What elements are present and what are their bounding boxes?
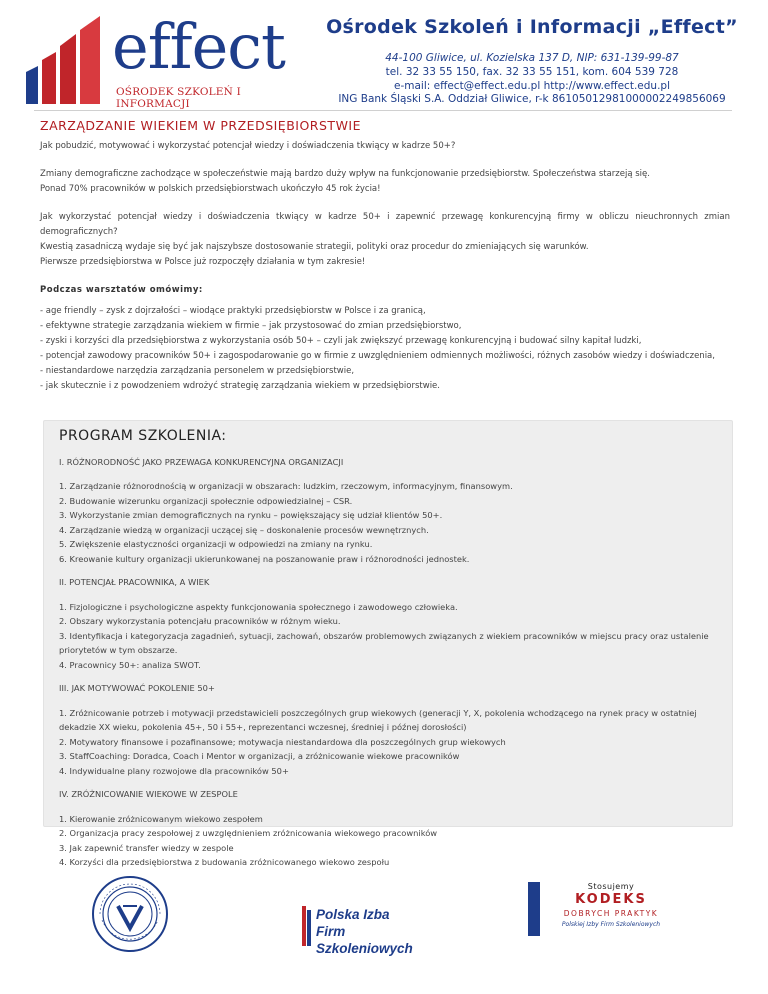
program-panel <box>43 420 733 867</box>
effect-logo <box>24 10 294 110</box>
bank-line: ING Bank Śląski S.A. Oddział Gliwice, r-k 86105012981000002249856069 <box>338 93 726 105</box>
logo-subtitle: OŚRODEK SZKOLEŃ I INFORMACJI <box>116 86 241 110</box>
paragraph-demographics <box>40 167 730 197</box>
kodeks-subtitle: DOBRYCH PRAKTYK <box>563 909 659 918</box>
pifs-logo <box>302 906 442 956</box>
list-item: 1. Zarządzanie różnorodnością w organizacji w obszarach: ludzkim, rzeczowym, informacyjnym, finansowym. <box>59 481 513 491</box>
list-item: 3. Jak zapewnić transfer wiedzy w zespole <box>59 842 234 853</box>
kodeks-side-bar <box>528 882 540 936</box>
workshops-heading: Podczas warsztatów omówimy: <box>40 285 203 295</box>
paragraph-strategy <box>40 210 730 270</box>
list-item: 4. Indywidualne plany rozwojowe dla pracowników 50+ <box>59 765 289 776</box>
letterhead <box>0 0 768 112</box>
list-item: 2. Organizacja pracy zespołowej z uwzględnieniem zróżnicowania wiekowego pracowników <box>59 828 438 838</box>
list-item: 1. Fizjologiczne i psychologiczne aspekty funkcjonowania społecznego i zawodowego człowieka. <box>59 601 458 612</box>
address-line: 44-100 Gliwice, ul. Kozielska 137 D, NIP: 631-139-99-87 <box>385 52 679 64</box>
paragraph-line: Zmiany demograficzne zachodzące w społeczeństwie mają bardzo duży wpływ na funkcjonowanie przedsiębiorstw. Społeczeństwa starzeją się. <box>40 169 650 179</box>
contact-line[interactable]: e-mail: effect@effect.edu.pl http://www.effect.edu.pl <box>394 80 670 92</box>
pifs-line: Firm Szkoleniowych <box>316 924 413 956</box>
bar-chart-icon <box>24 14 104 106</box>
list-item: 4. Pracownicy 50+: analiza SWOT. <box>59 659 201 670</box>
list-item: - niestandardowe narzędzia zarządzania personelem w przedsiębiorstwie, <box>40 366 355 376</box>
intro-question: Jak pobudzić, motywować i wykorzystać potencjał wiedzy i doświadczenia tkwiący w kadrze 50+? <box>40 141 456 151</box>
logo-wordmark: effect <box>112 10 285 83</box>
page-title: ZARZĄDZANIE WIEKIEM W PRZEDSIĘBIORSTWIE <box>40 118 362 133</box>
list-item: 1. Zróżnicowanie potrzeb i motywacji przedstawicieli poszczególnych grup wiekowych (generacji Y, X, pokolenia wchodzącego na rynek pracy w ostatniej dekadzie XX wieku, pokolenia 45+, 50 i 55+, reprezentanci wczesnej, średniej i późnej dorosłości) <box>59 707 697 732</box>
kodeks-top-label: Stosujemy <box>587 882 635 891</box>
section-heading: IV. ZRÓŻNICOWANIE WIEKOWE W ZESPOLE <box>59 789 238 799</box>
paragraph-line: Kwestią zasadniczą wydaje się być jak najszybsze dostosowanie strategii, polityki oraz procedur do zmieniających się warunków. <box>40 242 589 252</box>
list-item: - age friendly – zysk z dojrzałości – wiodące praktyki przedsiębiorstw w Polsce i za granicą, <box>40 306 426 316</box>
section-heading: II. POTENCJAŁ PRACOWNIKA, A WIEK <box>59 577 210 587</box>
section-heading: III. JAK MOTYWOWAĆ POKOLENIE 50+ <box>59 683 215 693</box>
paragraph-line: Ponad 70% pracowników w polskich przedsiębiorstwach ukończyło 45 rok życia! <box>40 184 381 194</box>
list-item: - potencjał zawodowy pracowników 50+ i zagospodarowanie go w firmie z uwzględnieniem odmiennych możliwości, różnych zasobów wiedzy i doświadczenia, <box>40 351 715 361</box>
pifs-line: Polska Izba <box>316 907 390 922</box>
section-items <box>59 479 717 566</box>
list-item: 3. Wykorzystanie zmian demograficznych na rynku – powiększający się udział klientów 50+. <box>59 510 443 520</box>
list-item: 2. Motywatory finansowe i pozafinansowe; motywacja niestandardowa dla poszczególnych grup wiekowych <box>59 736 506 747</box>
section-heading: I. RÓŻNORODNOŚĆ JAKO PRZEWAGA KONKURENCYJNA ORGANIZACJI <box>59 456 344 467</box>
workshop-topics-list <box>40 304 730 394</box>
list-item: 2. Obszary wykorzystania potencjału pracowników w różnym wieku. <box>59 616 341 626</box>
list-item: - zyski i korzyści dla przedsiębiorstwa z wykorzystania osób 50+ – czyli jak zwiększyć przewagę konkurencyjną i budować silny kapitał ludzki, <box>40 336 642 346</box>
list-item: 3. Identyfikacja i kategoryzacja zagadnień, sytuacji, zachowań, obszarów problemowych związanych z wiekiem pracowników w miejscu pracy oraz ustalenie priorytetów w tym obszarze. <box>59 630 709 655</box>
list-item: 1. Kierowanie zróżnicowanym wiekowo zespołem <box>59 813 263 824</box>
list-item: 6. Kreowanie kultury organizacji ukierunkowanej na poszanowanie praw i różnorodności jednostek. <box>59 553 470 564</box>
book-icon <box>302 906 312 946</box>
list-item: 4. Zarządzanie wiedzą w organizacji uczącej się – doskonalenie procesów wewnętrznych. <box>59 524 429 535</box>
section-items <box>59 600 717 673</box>
kodeks-footnote: Polskiej Izby Firm Szkoleniowych <box>561 921 661 928</box>
paragraph-line: Jak wykorzystać potencjał wiedzy i doświadczenia tkwiący w kadrze 50+ i zapewnić przewagę konkurencyjną firmy w obliczu nieuchronnych zmian demograficznych? <box>40 212 730 237</box>
kodeks-title: KODEKS <box>575 892 647 907</box>
list-item: 5. Zwiększenie elastyczności organizacji w odpowiedzi na zmiany na rynku. <box>59 539 373 549</box>
list-item: 2. Budowanie wizerunku organizacji społecznie odpowiedzialnej – CSR. <box>59 495 353 506</box>
section-items <box>59 812 717 870</box>
udt-cert-seal-icon <box>90 874 170 954</box>
intro-section <box>40 118 730 404</box>
list-item: - efektywne strategie zarządzania wiekiem w firmie – jak przystosować do zmian przedsiębiorstwo, <box>40 321 462 331</box>
partner-logos <box>0 868 768 978</box>
header-divider <box>34 110 732 111</box>
section-items <box>59 706 717 779</box>
paragraph-line: Pierwsze przedsiębiorstwa w Polsce już rozpoczęły działania w tym zakresie! <box>40 257 366 267</box>
pifs-wordmark <box>316 906 442 957</box>
kodeks-badge <box>528 882 678 936</box>
list-item: 3. StaffCoaching: Doradca, Coach i Mentor w organizacji, a zróżnicowanie wiekowe pracowników <box>59 751 460 761</box>
phone-line: tel. 32 33 55 150, fax. 32 33 55 151, kom. 604 539 728 <box>385 66 679 78</box>
organization-title: Ośrodek Szkoleń i Informacji „Effect” <box>326 16 738 38</box>
list-item: 4. Korzyści dla przedsiębiorstwa z budowania zróżnicowanego wiekowo zespołu <box>59 857 390 867</box>
program-title: PROGRAM SZKOLENIA: <box>59 428 227 444</box>
list-item: - jak skutecznie i z powodzeniem wdrożyć strategię zarządzania wiekiem w przedsiębiorstwie. <box>40 381 440 391</box>
